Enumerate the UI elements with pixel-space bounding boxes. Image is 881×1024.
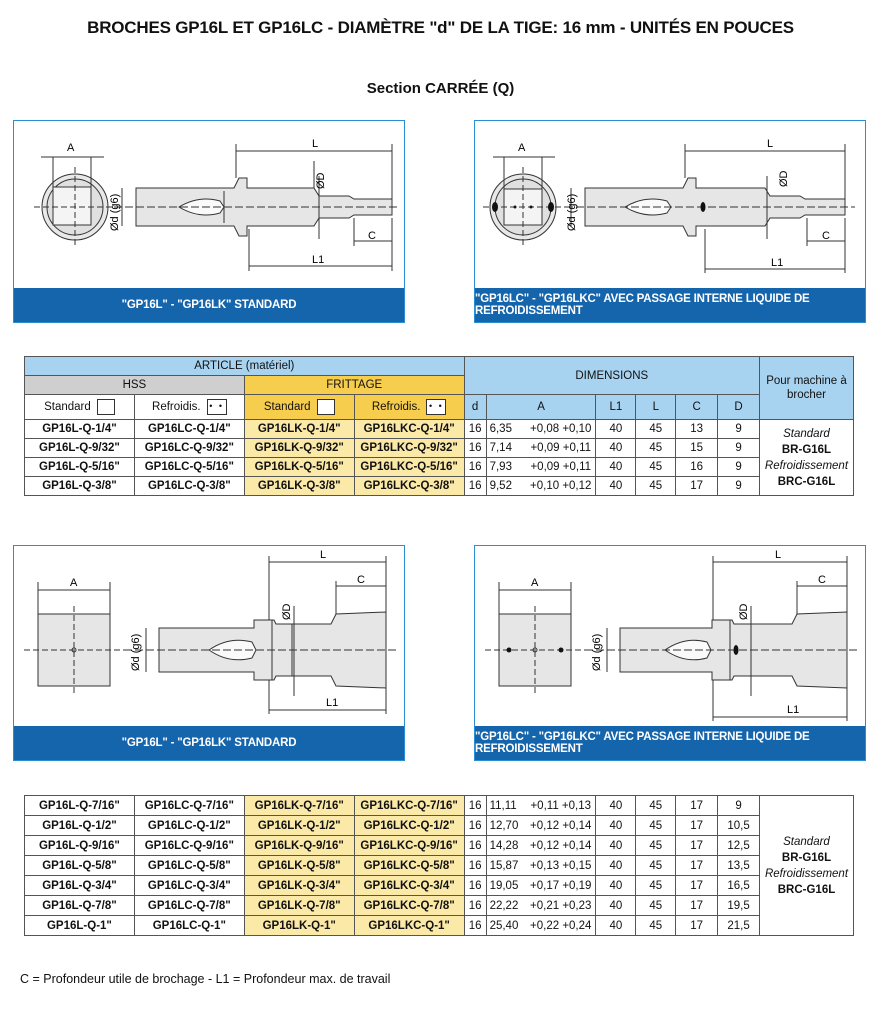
label-l: L	[767, 138, 774, 150]
value-l: 45	[636, 420, 676, 439]
value-l: 45	[636, 816, 676, 836]
value-l: 45	[636, 477, 676, 496]
value-c: 17	[676, 916, 718, 936]
value-a-tolerance: +0,09 +0,11	[526, 439, 596, 458]
diagram-top-right	[474, 120, 866, 323]
value-d: 16	[464, 856, 486, 876]
coolant-checkbox-icon: • •	[426, 399, 446, 415]
label-l1: L1	[312, 254, 325, 266]
value-c: 17	[676, 796, 718, 816]
header-hss-refroidis: Refroidis. • •	[134, 395, 244, 420]
value-l: 45	[636, 796, 676, 816]
value-l: 45	[636, 458, 676, 477]
value-l1: 40	[596, 420, 636, 439]
broach-drawing-standard-large	[14, 546, 404, 726]
hss-standard-code: GP16L-Q-5/8"	[25, 856, 135, 876]
hss-coolant-code: GP16LC-Q-7/16"	[134, 796, 244, 816]
hss-standard-code: GP16L-Q-3/8"	[25, 477, 135, 496]
value-l1: 40	[596, 439, 636, 458]
value-c: 13	[676, 420, 718, 439]
col-l1: L1	[596, 395, 636, 420]
label-a: A	[518, 142, 526, 154]
frittage-standard-code: GP16LK-Q-1/4"	[244, 420, 354, 439]
value-d: 16	[464, 796, 486, 816]
value-dd: 10,5	[718, 816, 760, 836]
value-l1: 40	[596, 876, 636, 896]
value-c: 17	[676, 836, 718, 856]
hss-standard-code: GP16L-Q-7/16"	[25, 796, 135, 816]
coolant-checkbox-icon: • •	[207, 399, 227, 415]
value-l: 45	[636, 896, 676, 916]
label-small-d: Ød (g6)	[591, 633, 603, 671]
table-row	[25, 896, 854, 916]
table-row	[25, 816, 854, 836]
diagram-bottom-left	[13, 545, 405, 761]
machine-refroid-model: BRC-G16L	[777, 475, 836, 488]
broach-drawing-coolant	[475, 121, 865, 289]
hss-coolant-code: GP16LC-Q-5/16"	[134, 458, 244, 477]
header-hss-standard: Standard	[25, 395, 135, 420]
machine-standard-model: BR-G16L	[781, 851, 832, 864]
value-dd: 9	[718, 420, 760, 439]
value-d: 16	[464, 420, 486, 439]
table-row	[25, 796, 854, 816]
value-dd: 16,5	[718, 876, 760, 896]
value-a-tolerance: +0,12 +0,14	[526, 816, 596, 836]
frittage-coolant-code: GP16LKC-Q-1"	[354, 916, 464, 936]
value-a: 14,28	[486, 836, 526, 856]
table-large-sizes	[24, 795, 854, 936]
value-l: 45	[636, 856, 676, 876]
value-dd: 21,5	[718, 916, 760, 936]
value-a: 22,22	[486, 896, 526, 916]
machine-refroid-model: BRC-G16L	[777, 883, 836, 896]
label-a: A	[531, 577, 539, 589]
value-d: 16	[464, 836, 486, 856]
machine-standard-label: Standard	[783, 427, 830, 440]
frittage-coolant-code: GP16LKC-Q-5/16"	[354, 458, 464, 477]
panel-caption: "GP16LC" - "GP16LKC" AVEC PASSAGE INTERNE LIQUIDE DE REFROIDISSEMENT	[475, 288, 865, 322]
value-dd: 9	[718, 458, 760, 477]
value-c: 16	[676, 458, 718, 477]
value-l: 45	[636, 439, 676, 458]
label-d: ØD	[281, 603, 293, 620]
table-row	[25, 856, 854, 876]
frittage-coolant-code: GP16LKC-Q-9/16"	[354, 836, 464, 856]
value-l1: 40	[596, 836, 636, 856]
value-a-tolerance: +0,09 +0,11	[526, 458, 596, 477]
label-l: L	[775, 549, 782, 561]
frittage-coolant-code: GP16LKC-Q-7/16"	[354, 796, 464, 816]
frittage-standard-code: GP16LK-Q-1/2"	[244, 816, 354, 836]
value-a: 11,11	[486, 796, 526, 816]
header-hss: HSS	[25, 376, 245, 395]
table-row	[25, 836, 854, 856]
label-d: ØD	[315, 172, 327, 189]
value-dd: 9	[718, 477, 760, 496]
page-title: BROCHES GP16L ET GP16LC - DIAMÈTRE "d" DE LA TIGE: 16 mm - UNITÉS EN POUCES	[87, 18, 794, 37]
header-machine: Pour machine à brocher	[759, 357, 853, 420]
label-small-d: Ød (g6)	[566, 193, 578, 231]
frittage-standard-code: GP16LK-Q-7/8"	[244, 896, 354, 916]
value-d: 16	[464, 916, 486, 936]
col-a: A	[486, 395, 596, 420]
value-d: 16	[464, 816, 486, 836]
hss-standard-code: GP16L-Q-7/8"	[25, 896, 135, 916]
value-l1: 40	[596, 796, 636, 816]
hss-standard-code: GP16L-Q-1/2"	[25, 816, 135, 836]
machine-info	[759, 796, 853, 936]
value-d: 16	[464, 458, 486, 477]
value-dd: 9	[718, 796, 760, 816]
frittage-standard-code: GP16LK-Q-7/16"	[244, 796, 354, 816]
frittage-standard-code: GP16LK-Q-3/8"	[244, 477, 354, 496]
table-row	[25, 439, 854, 458]
diagram-bottom-right	[474, 545, 866, 761]
value-l1: 40	[596, 916, 636, 936]
header-dimensions: DIMENSIONS	[464, 357, 759, 395]
frittage-coolant-code: GP16LKC-Q-9/32"	[354, 439, 464, 458]
value-dd: 9	[718, 439, 760, 458]
hss-standard-code: GP16L-Q-5/16"	[25, 458, 135, 477]
value-l1: 40	[596, 856, 636, 876]
value-a-tolerance: +0,22 +0,24	[526, 916, 596, 936]
hss-standard-code: GP16L-Q-1/4"	[25, 420, 135, 439]
frittage-standard-code: GP16LK-Q-1"	[244, 916, 354, 936]
frittage-coolant-code: GP16LKC-Q-1/4"	[354, 420, 464, 439]
header-fr-standard: Standard	[244, 395, 354, 420]
value-c: 17	[676, 856, 718, 876]
value-d: 16	[464, 896, 486, 916]
table-row	[25, 420, 854, 439]
value-a-tolerance: +0,21 +0,23	[526, 896, 596, 916]
hss-standard-code: GP16L-Q-9/16"	[25, 836, 135, 856]
col-l: L	[636, 395, 676, 420]
section-subtitle: Section CARRÉE (Q)	[366, 80, 515, 97]
frittage-coolant-code: GP16LKC-Q-1/2"	[354, 816, 464, 836]
value-a-tolerance: +0,17 +0,19	[526, 876, 596, 896]
label-a: A	[67, 142, 75, 154]
value-a-tolerance: +0,08 +0,10	[526, 420, 596, 439]
value-l1: 40	[596, 458, 636, 477]
label-small-d: Ød (g6)	[109, 193, 121, 231]
value-a: 7,93	[486, 458, 526, 477]
hss-standard-code: GP16L-Q-3/4"	[25, 876, 135, 896]
value-l: 45	[636, 916, 676, 936]
hss-coolant-code: GP16LC-Q-3/4"	[134, 876, 244, 896]
frittage-standard-code: GP16LK-Q-5/8"	[244, 856, 354, 876]
hss-standard-code: GP16L-Q-1"	[25, 916, 135, 936]
label-c: C	[357, 574, 365, 586]
panel-caption: "GP16LC" - "GP16LKC" AVEC PASSAGE INTERNE LIQUIDE DE REFROIDISSEMENT	[475, 726, 865, 760]
frittage-coolant-code: GP16LKC-Q-3/4"	[354, 876, 464, 896]
value-a: 15,87	[486, 856, 526, 876]
value-d: 16	[464, 876, 486, 896]
label-l: L	[320, 549, 327, 561]
value-a-tolerance: +0,10 +0,12	[526, 477, 596, 496]
hss-coolant-code: GP16LC-Q-9/16"	[134, 836, 244, 856]
checkbox-icon	[317, 399, 335, 415]
value-a: 7,14	[486, 439, 526, 458]
label-c: C	[822, 230, 830, 242]
value-a-tolerance: +0,12 +0,14	[526, 836, 596, 856]
value-a-tolerance: +0,13 +0,15	[526, 856, 596, 876]
hss-coolant-code: GP16LC-Q-3/8"	[134, 477, 244, 496]
label-a: A	[70, 577, 78, 589]
checkbox-icon	[97, 399, 115, 415]
label-l1: L1	[771, 257, 784, 269]
frittage-standard-code: GP16LK-Q-5/16"	[244, 458, 354, 477]
frittage-coolant-code: GP16LKC-Q-7/8"	[354, 896, 464, 916]
machine-refroid-label: Refroidissement	[764, 459, 849, 472]
value-a: 12,70	[486, 816, 526, 836]
label-d: ØD	[738, 603, 750, 620]
value-a: 25,40	[486, 916, 526, 936]
label-small-d: Ød (g6)	[130, 633, 142, 671]
table-small-sizes	[24, 356, 854, 496]
frittage-standard-code: GP16LK-Q-9/16"	[244, 836, 354, 856]
frittage-standard-code: GP16LK-Q-3/4"	[244, 876, 354, 896]
value-c: 17	[676, 896, 718, 916]
label-d: ØD	[778, 170, 790, 187]
label-c: C	[368, 230, 376, 242]
machine-standard-model: BR-G16L	[781, 443, 832, 456]
value-c: 17	[676, 477, 718, 496]
value-dd: 12,5	[718, 836, 760, 856]
footer-note: C = Profondeur utile de brochage - L1 = Profondeur max. de travail	[20, 972, 391, 986]
header-fr-refroidis: Refroidis. • •	[354, 395, 464, 420]
value-dd: 13,5	[718, 856, 760, 876]
broach-drawing-standard	[14, 121, 404, 289]
frittage-standard-code: GP16LK-Q-9/32"	[244, 439, 354, 458]
value-c: 17	[676, 816, 718, 836]
panel-caption: "GP16L" - "GP16LK" STANDARD	[14, 726, 404, 760]
value-l1: 40	[596, 477, 636, 496]
machine-refroid-label: Refroidissement	[764, 867, 849, 880]
broach-drawing-coolant-large	[475, 546, 865, 726]
value-a: 9,52	[486, 477, 526, 496]
value-c: 17	[676, 876, 718, 896]
hss-standard-code: GP16L-Q-9/32"	[25, 439, 135, 458]
value-l: 45	[636, 876, 676, 896]
diagram-top-left	[13, 120, 405, 323]
machine-info	[759, 420, 853, 496]
value-a: 19,05	[486, 876, 526, 896]
header-frittage: FRITTAGE	[244, 376, 464, 395]
table-row	[25, 916, 854, 936]
value-l1: 40	[596, 896, 636, 916]
table-row	[25, 876, 854, 896]
label-c: C	[818, 574, 826, 586]
value-dd: 19,5	[718, 896, 760, 916]
value-a-tolerance: +0,11 +0,13	[526, 796, 596, 816]
hss-coolant-code: GP16LC-Q-1"	[134, 916, 244, 936]
value-l1: 40	[596, 816, 636, 836]
label-l1: L1	[326, 697, 339, 709]
value-d: 16	[464, 477, 486, 496]
value-c: 15	[676, 439, 718, 458]
hss-coolant-code: GP16LC-Q-7/8"	[134, 896, 244, 916]
col-d: d	[464, 395, 486, 420]
label-l: L	[312, 138, 319, 150]
hss-coolant-code: GP16LC-Q-9/32"	[134, 439, 244, 458]
hss-coolant-code: GP16LC-Q-1/2"	[134, 816, 244, 836]
panel-caption: "GP16L" - "GP16LK" STANDARD	[14, 288, 404, 322]
frittage-coolant-code: GP16LKC-Q-5/8"	[354, 856, 464, 876]
value-a: 6,35	[486, 420, 526, 439]
hss-coolant-code: GP16LC-Q-5/8"	[134, 856, 244, 876]
value-d: 16	[464, 439, 486, 458]
col-c: C	[676, 395, 718, 420]
col-dd: D	[718, 395, 760, 420]
frittage-coolant-code: GP16LKC-Q-3/8"	[354, 477, 464, 496]
table-row	[25, 458, 854, 477]
machine-standard-label: Standard	[783, 835, 830, 848]
value-l: 45	[636, 836, 676, 856]
hss-coolant-code: GP16LC-Q-1/4"	[134, 420, 244, 439]
header-article: ARTICLE (matériel)	[25, 357, 465, 376]
table-row	[25, 477, 854, 496]
label-l1: L1	[787, 704, 800, 716]
